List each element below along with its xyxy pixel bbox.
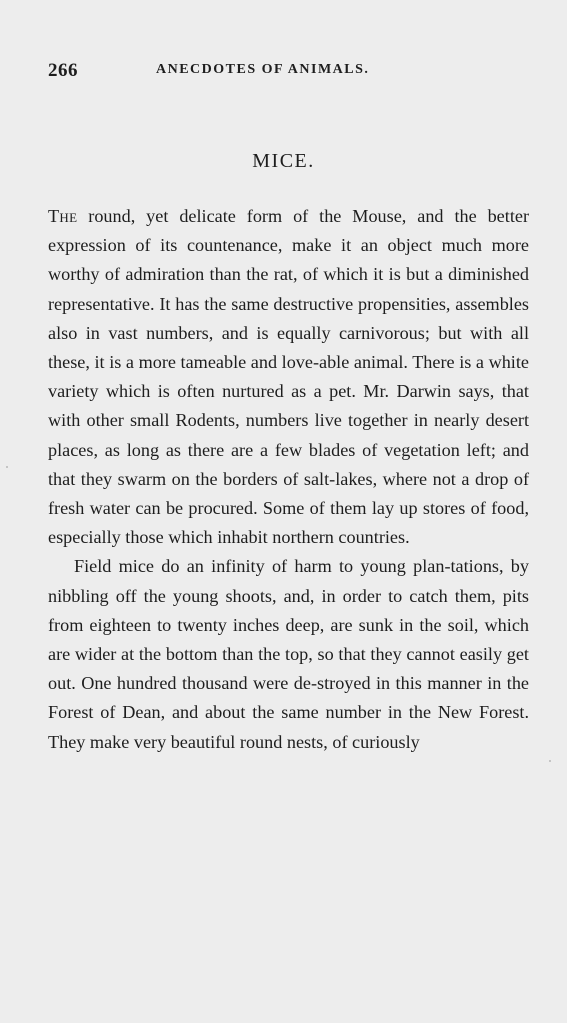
paragraph-lead-word: The <box>48 206 78 226</box>
paragraph-1-text: round, yet delicate form of the Mouse, and the better expression of its countenance, make it an object much more worthy of admiration than the rat, of which it is but a diminished representative. It has the same destructive propensities, assembles also in vast numbers, and is equally carnivorous; but with all these, it is a more tameable and love-able animal. There is a white variety which is often nurtured as a pet. Mr. Darwin says, that with other small Rodents, numbers live together in nearly desert places, as long as there are a few blades of vegetation left; and that they swarm on the borders of salt-lakes, where not a drop of fresh water can be procured. Some of them lay up stores of food, especially those which inhabit northern countries. <box>48 206 529 548</box>
body-text <box>48 202 529 757</box>
page-number: 266 <box>48 60 78 81</box>
paper-speck <box>6 466 8 468</box>
paragraph-2 <box>48 552 529 756</box>
paper-speck <box>549 760 551 762</box>
paragraph-1 <box>48 202 529 552</box>
paragraph-2-text: Field mice do an infinity of harm to young plan-tations, by nibbling off the young shoots, and, in order to catch them, pits from eighteen to twenty inches deep, are sunk in the soil, which are wider at the bottom than the top, so that they cannot easily get out. One hundred thousand were de-stroyed in this manner in the Forest of Dean, and about the same number in the New Forest. They make very beautiful round nests, of curiously <box>48 556 529 752</box>
running-head <box>48 60 528 86</box>
running-title: ANECDOTES OF ANIMALS. <box>156 62 370 77</box>
chapter-title: MICE. <box>252 150 315 172</box>
